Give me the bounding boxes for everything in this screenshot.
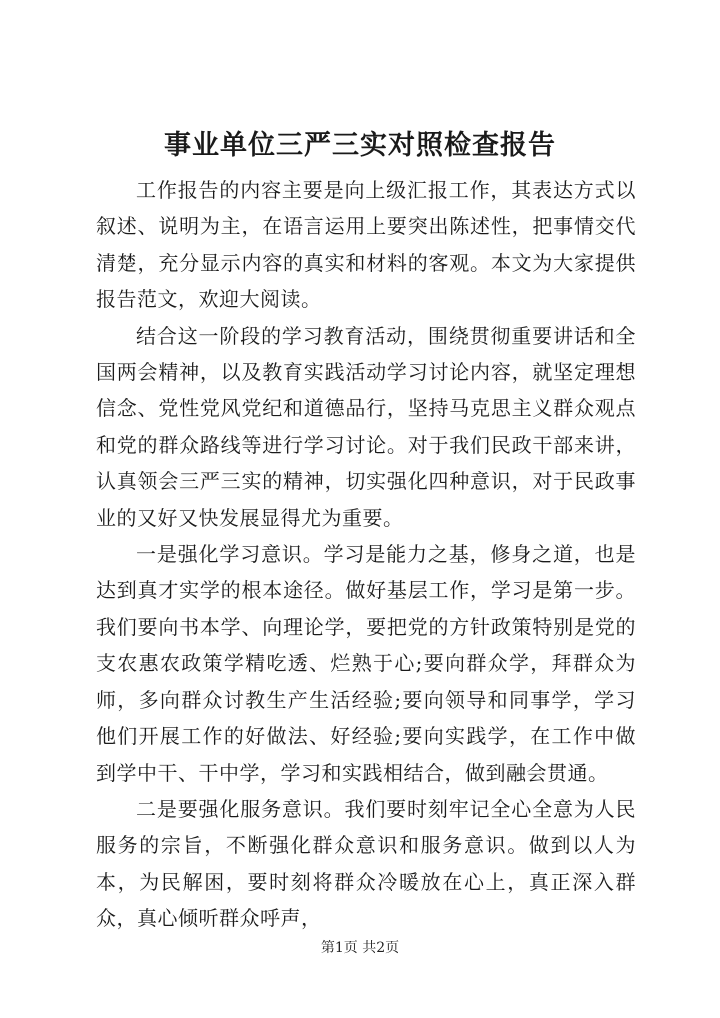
page-number-footer: 第1页 共2页 — [320, 940, 400, 956]
paragraph-learning: 一是强化学习意识。学习是能力之基，修身之道，也是达到真才实学的根本途径。做好基层工作，学习是第一步。我们要向书本学、向理论学，要把党的方针政策特别是党的支农惠农政策学精吃透、烂熟于心;要向群众学，拜群众为师，多向群众讨教生产生活经验;要向领导和同事学，学习他们开展工作的好做法、好经验;要向实践学，在工作中做到学中干、干中学，学习和实践相结合，做到融会贯通。 — [96, 542, 636, 785]
paragraph-service: 二是要强化服务意识。我们要时刻牢记全心全意为人民服务的宗旨，不断强化群众意识和服务意识。做到以人为本，为民解困，要时刻将群众冷暖放在心上，真正深入群众，真心倾听群众呼声， — [96, 796, 636, 931]
paragraph-background: 结合这一阶段的学习教育活动，围绕贯彻重要讲话和全国两会精神，以及教育实践活动学习讨论内容，就坚定理想信念、党性党风党纪和道德品行，坚持马克思主义群众观点和党的群众路线等进行学习讨论。对于我们民政干部来讲，认真领会三严三实的精神，切实强化四种意识，对于民政事业的又好又快发展显得尤为重要。 — [96, 323, 636, 530]
document-title: 事业单位三严三实对照检查报告 — [164, 130, 556, 161]
paragraph-intro: 工作报告的内容主要是向上级汇报工作，其表达方式以叙述、说明为主，在语言运用上要突出陈述性，把事情交代清楚，充分显示内容的真实和材料的客观。本文为大家提供报告范文，欢迎大阅读。 — [96, 178, 636, 312]
document-body — [96, 172, 636, 937]
